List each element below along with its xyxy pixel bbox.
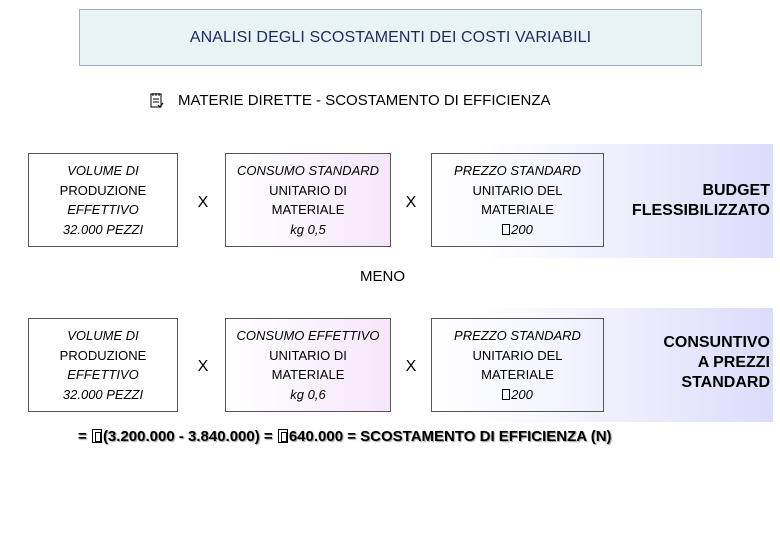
page-title: ANALISI DEGLI SCOSTAMENTI DEI COSTI VARIABILI (79, 9, 702, 66)
minus-label: MENO (360, 268, 405, 285)
currency-glyph-icon (502, 389, 510, 400)
row2-multiply-2: X (405, 358, 417, 375)
currency-glyph-icon (92, 429, 102, 443)
row2-multiply-1: X (197, 358, 209, 375)
subtitle-text: MATERIE DIRETTE - SCOSTAMENTO DI EFFICIENZA (178, 91, 551, 109)
row1-price-box: PREZZO STANDARD UNITARIO DEL MATERIALE 200 (431, 153, 604, 247)
row1-multiply-1: X (197, 194, 209, 211)
section-subtitle (150, 88, 551, 112)
row2-volume-box: VOLUME DI PRODUZIONE EFFETTIVO 32.000 PEZZI (28, 318, 178, 412)
row1-multiply-2: X (405, 194, 417, 211)
currency-glyph-icon (502, 224, 510, 235)
notepad-checklist-icon (150, 92, 170, 108)
row1-result-label: BUDGET FLESSIBILIZZATO (631, 182, 770, 219)
row2-consumption-box: CONSUMO EFFETTIVO UNITARIO DI MATERIALE kg 0,6 (225, 318, 391, 412)
efficiency-variance-formula: = (3.200.000 - 3.840.000) = 640.000 = SCOSTAMENTO DI EFFICIENZA (N) (78, 428, 612, 445)
currency-glyph-icon (278, 429, 288, 443)
row1-volume-box: VOLUME DI PRODUZIONE EFFETTIVO 32.000 PEZZI (28, 153, 178, 247)
row1-consumption-box: CONSUMO STANDARD UNITARIO DI MATERIALE kg 0,5 (225, 153, 391, 247)
row2-result-label: CONSUNTIVO A PREZZI STANDARD (663, 334, 770, 391)
row2-price-box: PREZZO STANDARD UNITARIO DEL MATERIALE 200 (431, 318, 604, 412)
